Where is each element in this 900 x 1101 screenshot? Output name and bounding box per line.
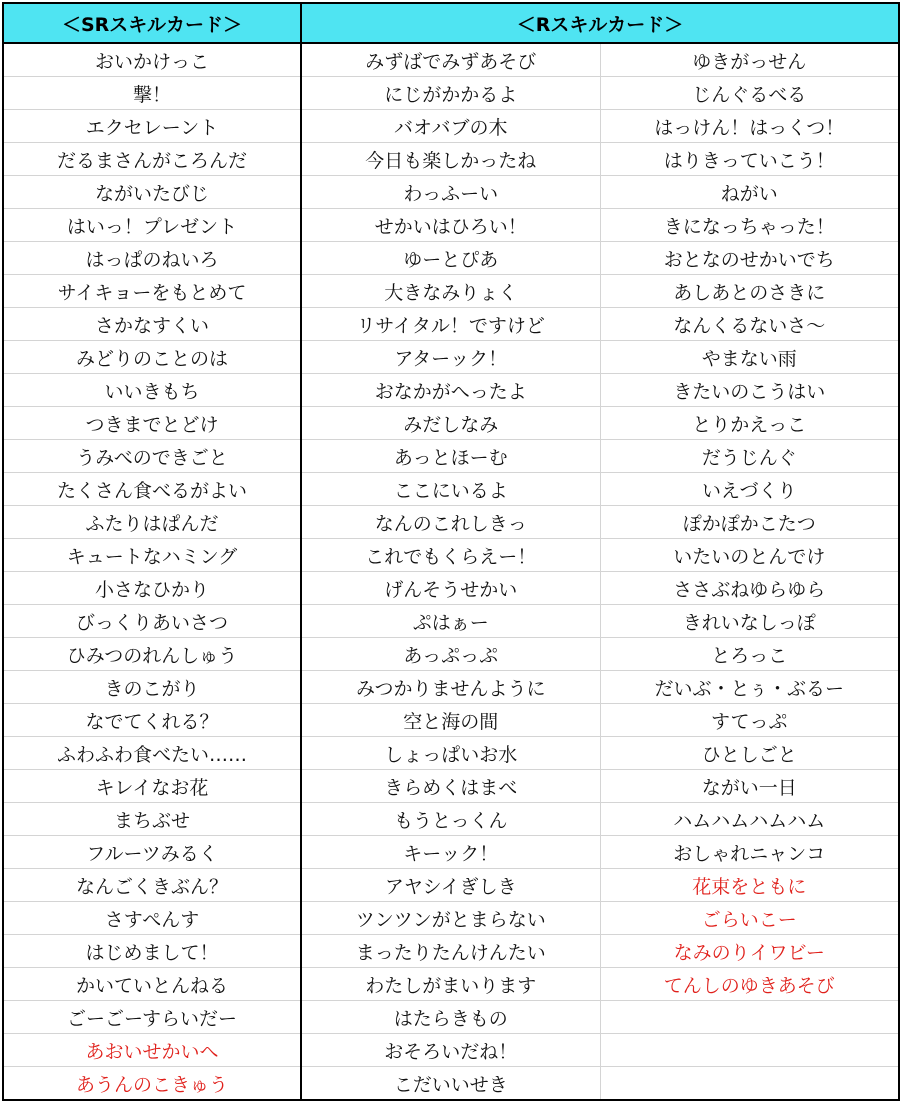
table-row [3, 43, 899, 77]
r-card-cell: あっぷっぷ [301, 638, 600, 671]
table-row [3, 440, 899, 473]
table-row [3, 671, 899, 704]
table-row [3, 1001, 899, 1034]
table-row [3, 902, 899, 935]
r-card-cell: 花束をともに [600, 869, 899, 902]
r-card-cell: こだいいせき [301, 1067, 600, 1101]
r-card-cell: げんそうせかい [301, 572, 600, 605]
table-row [3, 407, 899, 440]
r-card-cell: みだしなみ [301, 407, 600, 440]
sr-card-cell: ふわふわ食べたい…… [3, 737, 301, 770]
table-row [3, 638, 899, 671]
table-row [3, 1067, 899, 1101]
r-card-cell: ハムハムハムハム [600, 803, 899, 836]
table-row [3, 737, 899, 770]
sr-card-cell: きのこがり [3, 671, 301, 704]
r-card-cell: あしあとのさきに [600, 275, 899, 308]
r-card-cell: きれいなしっぽ [600, 605, 899, 638]
sr-card-cell: いいきもち [3, 374, 301, 407]
table-row [3, 869, 899, 902]
sr-card-cell: キレイなお花 [3, 770, 301, 803]
table-row [3, 935, 899, 968]
r-card-cell: すてっぷ [600, 704, 899, 737]
sr-card-cell: ながいたびじ [3, 176, 301, 209]
r-card-cell: きになっちゃった！ [600, 209, 899, 242]
r-card-cell: ねがい [600, 176, 899, 209]
sr-card-cell: なんごくきぶん？ [3, 869, 301, 902]
table-row [3, 275, 899, 308]
table-row [3, 770, 899, 803]
table-row [3, 968, 899, 1001]
sr-card-cell: あうんのこきゅう [3, 1067, 301, 1101]
r-card-cell: はたらきもの [301, 1001, 600, 1034]
r-card-cell: だいぶ・とぅ・ぶるー [600, 671, 899, 704]
r-card-cell: じんぐるべる [600, 77, 899, 110]
r-card-cell: おしゃれニャンコ [600, 836, 899, 869]
sr-card-cell: キュートなハミング [3, 539, 301, 572]
r-card-cell: とろっこ [600, 638, 899, 671]
r-card-cell: バオバブの木 [301, 110, 600, 143]
r-card-cell: 大きなみりょく [301, 275, 600, 308]
r-card-cell: 空と海の間 [301, 704, 600, 737]
sr-card-cell: 撃！ [3, 77, 301, 110]
r-card-cell: せかいはひろい！ [301, 209, 600, 242]
table-row [3, 506, 899, 539]
r-card-cell: ゆきがっせん [600, 43, 899, 77]
table-row [3, 110, 899, 143]
sr-card-cell: みどりのことのは [3, 341, 301, 374]
r-card-cell: だうじんぐ [600, 440, 899, 473]
r-card-cell: わっふーい [301, 176, 600, 209]
table-row [3, 803, 899, 836]
table-row [3, 704, 899, 737]
table-row [3, 836, 899, 869]
r-card-cell: リサイタル！ですけど [301, 308, 600, 341]
r-card-cell: ひとしごと [600, 737, 899, 770]
table-row [3, 143, 899, 176]
r-card-cell: ながい一日 [600, 770, 899, 803]
r-card-header: ＜Rスキルカード＞ [301, 3, 899, 43]
sr-card-cell: だるまさんがころんだ [3, 143, 301, 176]
r-card-cell: てんしのゆきあそび [600, 968, 899, 1001]
header-row [3, 3, 899, 43]
r-card-cell [600, 1067, 899, 1101]
sr-card-cell: つきまでとどけ [3, 407, 301, 440]
sr-card-cell: たくさん食べるがよい [3, 473, 301, 506]
sr-card-cell: なでてくれる？ [3, 704, 301, 737]
r-card-cell: きらめくはまべ [301, 770, 600, 803]
r-card-cell [600, 1034, 899, 1067]
r-card-cell: はりきっていこう！ [600, 143, 899, 176]
table-row [3, 374, 899, 407]
r-card-cell: わたしがまいります [301, 968, 600, 1001]
table-row [3, 242, 899, 275]
table-row [3, 1034, 899, 1067]
r-card-cell: ささぶねゆらゆら [600, 572, 899, 605]
sr-card-cell: さかなすくい [3, 308, 301, 341]
r-card-cell: 今日も楽しかったね [301, 143, 600, 176]
skill-card-rows [3, 43, 899, 1100]
r-card-cell: なんくるないさ～ [600, 308, 899, 341]
table-row [3, 572, 899, 605]
r-card-cell: おなかがへったよ [301, 374, 600, 407]
r-card-cell: しょっぱいお水 [301, 737, 600, 770]
table-row [3, 176, 899, 209]
r-card-cell: みずばでみずあそび [301, 43, 600, 77]
sr-card-cell: ひみつのれんしゅう [3, 638, 301, 671]
sr-card-cell: はじめまして！ [3, 935, 301, 968]
r-card-cell: ここにいるよ [301, 473, 600, 506]
r-card-cell: あっとほーむ [301, 440, 600, 473]
r-card-cell [600, 1001, 899, 1034]
sr-card-cell: あおいせかいへ [3, 1034, 301, 1067]
skill-card-table [2, 2, 900, 1101]
r-card-cell: アターック！ [301, 341, 600, 374]
r-card-cell: なんのこれしきっ [301, 506, 600, 539]
r-card-cell: ぽかぽかこたつ [600, 506, 899, 539]
sr-card-cell: ごーごーすらいだー [3, 1001, 301, 1034]
r-card-cell: ごらいこー [600, 902, 899, 935]
r-card-cell: みつかりませんように [301, 671, 600, 704]
table-row [3, 341, 899, 374]
table-row [3, 209, 899, 242]
r-card-cell: おとなのせかいでち [600, 242, 899, 275]
r-card-cell: いたいのとんでけ [600, 539, 899, 572]
table-row [3, 605, 899, 638]
r-card-cell: いえづくり [600, 473, 899, 506]
sr-card-cell: エクセレーント [3, 110, 301, 143]
r-card-cell: ぷはぁー [301, 605, 600, 638]
table-row [3, 473, 899, 506]
r-card-cell: やまない雨 [600, 341, 899, 374]
sr-card-cell: フルーツみるく [3, 836, 301, 869]
r-card-cell: はっけん！はっくつ！ [600, 110, 899, 143]
sr-card-cell: びっくりあいさつ [3, 605, 301, 638]
sr-card-cell: 小さなひかり [3, 572, 301, 605]
r-card-cell: にじがかかるよ [301, 77, 600, 110]
sr-card-cell: かいていとんねる [3, 968, 301, 1001]
sr-card-cell: はいっ！プレゼント [3, 209, 301, 242]
r-card-cell: これでもくらえー！ [301, 539, 600, 572]
sr-card-header: ＜SRスキルカード＞ [3, 3, 301, 43]
r-card-cell: きたいのこうはい [600, 374, 899, 407]
sr-card-cell: サイキョーをもとめて [3, 275, 301, 308]
table-row [3, 77, 899, 110]
r-card-cell: もうとっくん [301, 803, 600, 836]
r-card-cell: アヤシイぎしき [301, 869, 600, 902]
r-card-cell: まったりたんけんたい [301, 935, 600, 968]
sr-card-cell: うみべのできごと [3, 440, 301, 473]
r-card-cell: とりかえっこ [600, 407, 899, 440]
table-row [3, 308, 899, 341]
r-card-cell: キーック！ [301, 836, 600, 869]
table-row [3, 539, 899, 572]
sr-card-cell: まちぶせ [3, 803, 301, 836]
sr-card-cell: ふたりはぱんだ [3, 506, 301, 539]
sr-card-cell: おいかけっこ [3, 43, 301, 77]
r-card-cell: おそろいだね！ [301, 1034, 600, 1067]
sr-card-cell: はっぱのねいろ [3, 242, 301, 275]
r-card-cell: なみのりイワビー [600, 935, 899, 968]
sr-card-cell: さすぺんす [3, 902, 301, 935]
r-card-cell: ツンツンがとまらない [301, 902, 600, 935]
r-card-cell: ゆーとぴあ [301, 242, 600, 275]
